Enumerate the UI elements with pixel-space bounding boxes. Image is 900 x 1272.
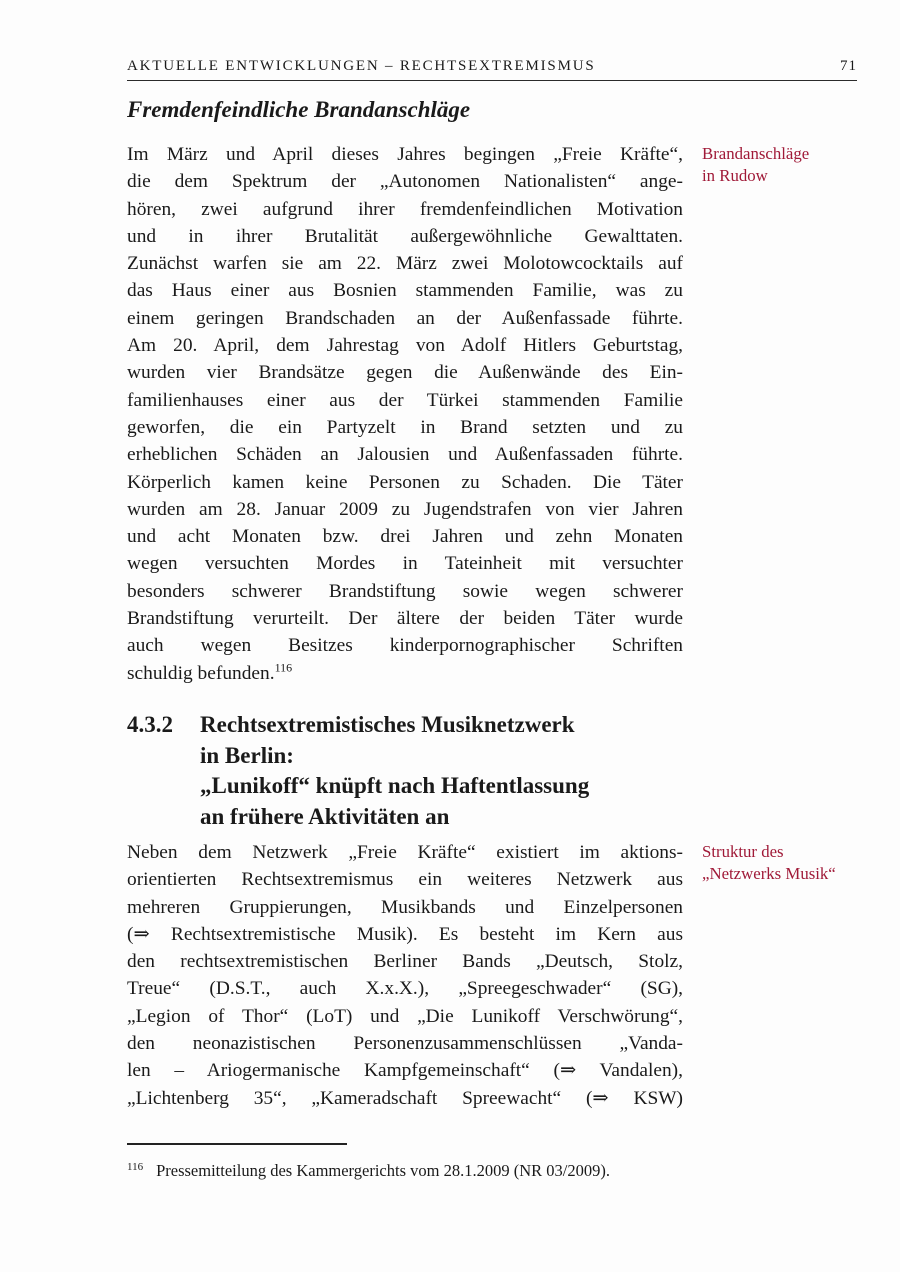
body-text-line: (⇒ Rechtsextremistische Musik). Es besteht im Kern aus xyxy=(127,923,683,945)
margin-note-line: Struktur des xyxy=(702,842,784,861)
body-text-line: den rechtsextremistischen Berliner Bands „Deutsch, Stolz, xyxy=(127,951,683,973)
body-text-line: wurden am 28. Januar 2009 zu Jugendstrafen von vier Jahren xyxy=(127,498,683,520)
body-text-line: Körperlich kamen keine Personen zu Schaden. Die Täter xyxy=(127,471,683,493)
body-text-line: und in ihrer Brutalität außergewöhnliche Gewalttaten. xyxy=(127,225,683,247)
margin-note-line: „Netzwerks Musik“ xyxy=(702,863,836,883)
body-text-line: len – Ariogermanische Kampfgemeinschaft“ (⇒ Vandalen), xyxy=(127,1060,683,1082)
body-text-line: Im März und April dieses Jahres begingen „Freie Kräfte“, xyxy=(127,144,683,165)
body-text-line: den neonazistischen Personenzusammenschlüssen „Vanda- xyxy=(127,1033,683,1055)
paragraph-lines xyxy=(127,839,683,1112)
body-text-line: „Legion of Thor“ (LoT) und „Die Lunikoff Verschwörung“, xyxy=(127,1005,683,1027)
running-title: AKTUELLE ENTWICKLUNGEN – RECHTSEXTREMISMUS xyxy=(127,58,596,74)
body-text-line: Am 20. April, dem Jahrestag von Adolf Hitlers Geburtstag, xyxy=(127,335,683,357)
body-text-line: geworfen, die ein Partyzelt in Brand setzten und zu xyxy=(127,416,683,438)
margin-note-netzwerk-musik xyxy=(702,841,872,884)
body-text-line: besonders schwerer Brandstiftung sowie wegen schwerer xyxy=(127,580,683,602)
body-text-line: die dem Spektrum der „Autonomen Nationalisten“ ange- xyxy=(127,171,683,193)
section-heading-line: „Lunikoff“ knüpft nach Haftentlassung xyxy=(200,773,590,799)
body-text-line: wurden vier Brandsätze gegen die Außenwände des Ein- xyxy=(127,362,683,384)
footnote-separator-rule xyxy=(127,1143,347,1145)
margin-note-line: in Rudow xyxy=(702,165,768,185)
section-heading-lines xyxy=(200,710,589,833)
body-text-line: hören, zwei aufgrund ihrer fremdenfeindlichen Motivation xyxy=(127,198,683,220)
section-heading-line: an frühere Aktivitäten an xyxy=(200,804,450,830)
body-text-line: familienhauses einer aus der Türkei stammenden Familie xyxy=(127,389,683,411)
margin-note-line: Brandanschläge xyxy=(702,144,810,163)
section-heading-4-3-2 xyxy=(127,710,589,833)
footnote-reference: 116 xyxy=(274,660,293,675)
section-heading-line: Rechtsextremistisches Musiknetzwerk xyxy=(200,712,575,737)
footnote-116 xyxy=(127,1160,747,1182)
body-text-line: erheblichen Schäden an Jalousien und Außenfassaden führte. xyxy=(127,444,683,466)
body-text-line: „Lichtenberg 35“, „Kameradschaft Spreewacht“ (⇒ KSW) xyxy=(127,1087,683,1109)
running-header xyxy=(127,58,857,81)
body-text-line: Brandstiftung verurteilt. Der ältere der beiden Täter wurde xyxy=(127,608,683,630)
body-text-line: einem geringen Brandschaden an der Außenfassade führte. xyxy=(127,307,683,329)
paragraph-brandanschlaege xyxy=(127,141,683,687)
body-text-line: und acht Monaten bzw. drei Jahren und zehn Monaten xyxy=(127,526,683,548)
body-text-line: Neben dem Netzwerk „Freie Kräfte“ existiert im aktions- xyxy=(127,842,683,863)
footnote-marker: 116 xyxy=(127,1160,144,1173)
body-text-line: orientierten Rechtsextremismus ein weiteres Netzwerk aus xyxy=(127,869,683,891)
body-text-line xyxy=(127,660,683,687)
body-text-line: mehreren Gruppierungen, Musikbands und Einzelpersonen xyxy=(127,896,683,918)
section-number: 4.3.2 xyxy=(127,712,173,737)
page-number: 71 xyxy=(840,58,857,74)
subsection-title: Fremdenfeindliche Brandanschläge xyxy=(127,97,471,122)
margin-note-brandanschlaege xyxy=(702,143,872,186)
body-text-line: das Haus einer aus Bosnien stammenden Familie, was zu xyxy=(127,280,683,302)
footnote-text: Pressemitteilung des Kammergerichts vom 28.1.2009 (NR 03/2009). xyxy=(156,1161,610,1180)
paragraph-lines xyxy=(127,141,683,660)
body-text-line: auch wegen Besitzes kinderpornographischer Schriften xyxy=(127,635,683,657)
body-text: schuldig befunden. xyxy=(127,662,275,684)
body-text-line: Treue“ (D.S.T., auch X.x.X.), „Spreegeschwader“ (SG), xyxy=(127,978,683,1000)
section-heading-line: in Berlin: xyxy=(200,742,294,768)
body-text-line: Zunächst warfen sie am 22. März zwei Molotowcocktails auf xyxy=(127,253,683,275)
paragraph-musiknetzwerk xyxy=(127,839,683,1112)
body-text-line: wegen versuchten Mordes in Tateinheit mit versuchter xyxy=(127,553,683,575)
